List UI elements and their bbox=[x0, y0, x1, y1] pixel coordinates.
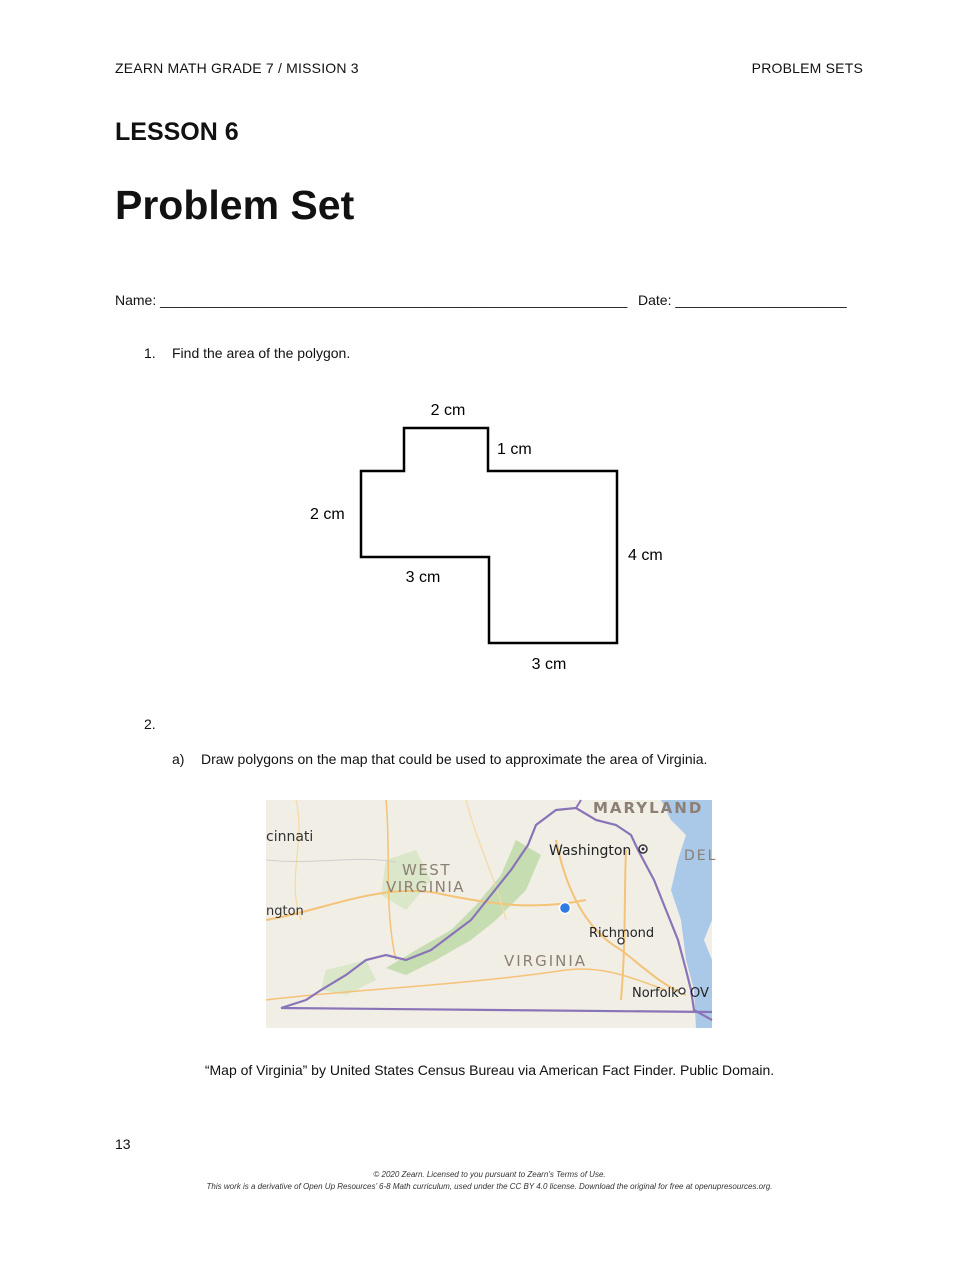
map-label-norfolk: Norfolk bbox=[632, 986, 679, 1001]
name-blank: ____________________________________________________________ bbox=[160, 292, 628, 308]
map-caption: “Map of Virginia” by United States Census Bureau via American Fact Finder. Public Domain. bbox=[204, 1062, 775, 1078]
map-label-maryland: MARYLAND bbox=[593, 799, 704, 817]
problem-1-text: Find the area of the polygon. bbox=[172, 345, 351, 361]
map-label-ov: OV bbox=[690, 986, 709, 1001]
lesson-heading: LESSON 6 bbox=[115, 118, 239, 146]
date-field[interactable] bbox=[638, 292, 847, 308]
label-left: 2 cm bbox=[310, 506, 345, 523]
label-notch: 1 cm bbox=[497, 441, 532, 458]
map-label-virginia-wv: VIRGINIA bbox=[386, 878, 466, 896]
footer-line-2: This work is a derivative of Open Up Resources’ 6-8 Math curriculum, used under the CC BY 4.0 license. Download the original for free at openupresources.org. bbox=[206, 1182, 773, 1191]
label-right: 4 cm bbox=[628, 547, 663, 564]
map-label-virginia: VIRGINIA bbox=[504, 952, 588, 970]
polygon-figure bbox=[300, 395, 700, 680]
page-number: 13 bbox=[115, 1136, 131, 1152]
label-inner: 3 cm bbox=[405, 569, 441, 586]
footer-line-1: © 2020 Zearn. Licensed to you pursuant to Zearn’s Terms of Use. bbox=[373, 1170, 606, 1179]
header-left: ZEARN MATH GRADE 7 / MISSION 3 bbox=[115, 60, 359, 76]
label-top: 2 cm bbox=[430, 402, 466, 419]
page-title: Problem Set bbox=[115, 182, 355, 228]
polygon-shape bbox=[361, 428, 617, 643]
map-label-richmond: Richmond bbox=[589, 926, 655, 941]
name-field[interactable] bbox=[115, 292, 627, 308]
date-blank: ______________________ bbox=[675, 292, 847, 308]
map-label-west: WEST bbox=[402, 861, 451, 879]
label-bottom: 3 cm bbox=[531, 656, 567, 673]
header-right: PROBLEM SETS bbox=[751, 60, 863, 76]
part-a-letter: a) bbox=[172, 751, 185, 767]
virginia-map bbox=[266, 799, 718, 1028]
map-label-del: DEL bbox=[684, 848, 718, 864]
map-label-huntington: ngton bbox=[266, 904, 304, 919]
part-a-text: Draw polygons on the map that could be used to approximate the area of Virginia. bbox=[201, 751, 708, 767]
problem-1-number: 1. bbox=[144, 345, 156, 361]
map-label-washington: Washington bbox=[549, 843, 632, 859]
map-label-cincinnati: cinnati bbox=[266, 829, 314, 845]
name-label: Name: bbox=[115, 292, 157, 308]
date-label: Date: bbox=[638, 292, 672, 308]
problem-2-number: 2. bbox=[144, 716, 156, 732]
